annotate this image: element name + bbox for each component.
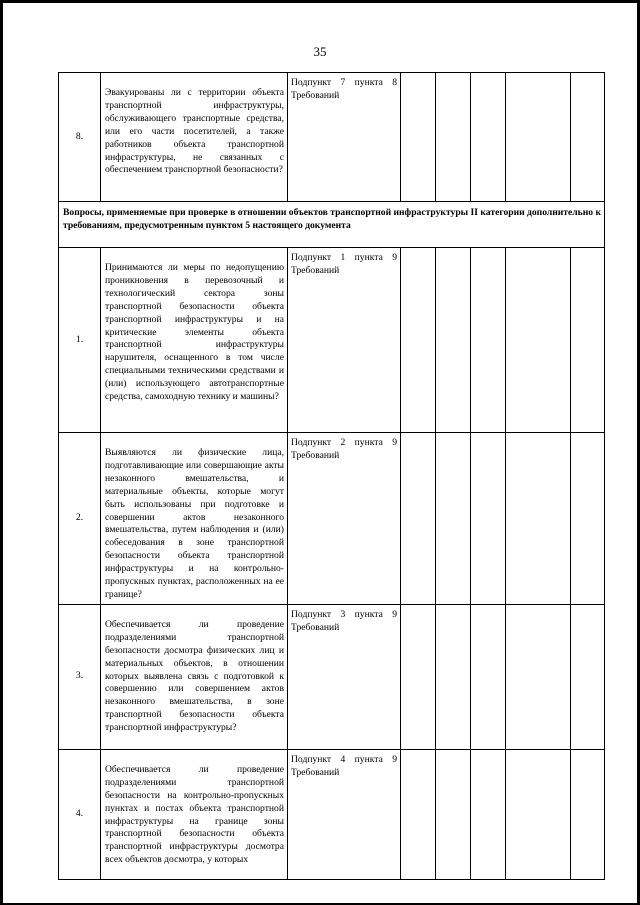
requirement-reference (288, 433, 401, 605)
reference-source: Требований (291, 89, 340, 101)
table-row (59, 604, 605, 749)
answer-cell-note (506, 73, 571, 202)
answer-cell-no (436, 73, 471, 202)
table-row (59, 73, 605, 202)
scan-border-left (0, 0, 3, 905)
section-header: Вопросы, применяемые при проверке в отношении объектов транспортной инфраструктуры II категории дополнительно к требованиям, предусмотренным пунктом 5 настоящего документа (59, 202, 605, 248)
answer-cell-na (471, 749, 506, 879)
reference-clause: Подпункт 7 пункта 8 (291, 77, 397, 88)
answer-cell-note (506, 604, 571, 749)
answer-cell-na (471, 248, 506, 433)
row-number: 3. (59, 604, 101, 749)
answer-cell-na (471, 73, 506, 202)
scan-border-top (0, 0, 640, 3)
reference-clause: Подпункт 1 пункта 9 (291, 252, 397, 263)
reference-source: Требований (291, 264, 340, 276)
row-number: 4. (59, 749, 101, 879)
answer-cell-extra (571, 749, 605, 879)
question-text: Принимаются ли меры по недопущению проникновения в перевозочный и технологический сектора зоны транспортной безопасности объекта транспортной инфраструктуры и на критические элементы объекта транспортной инфраструктуры нарушителя, оснащенного в том числе специальными техническими средствами и (или) использующего автотранспортные средства, самоходную технику и машины? (101, 248, 288, 433)
question-text: Эвакуированы ли с территории объекта транспортной инфраструктуры, обслуживающего транспортные средства, или его части посетителей, а также работников объекта транспортной инфраструктуры, не связанных с обеспечением транспортной безопасности? (101, 73, 288, 202)
answer-cell-na (471, 604, 506, 749)
table-row (59, 749, 605, 879)
answer-cell-no (436, 604, 471, 749)
row-number: 1. (59, 248, 101, 433)
reference-clause: Подпункт 4 пункта 9 (291, 753, 397, 765)
reference-clause: Подпункт 3 пункта 9 (291, 608, 397, 620)
answer-cell-yes (401, 604, 436, 749)
page-number: 35 (313, 44, 327, 59)
requirement-reference (288, 749, 401, 879)
requirement-reference (288, 248, 401, 433)
question-text: Выявляются ли физические лица, подготавливающие или совершающие акты незаконного вмешательства, и материальные объекты, которые могут быть использованы при подготовке и совершении актов незаконного вмешательства, путем наблюдения и (или) собеседования в зоне транспортной безопасности объекта транспортной инфраструктуры и на контрольно-пропускных пунктах, расположенных на ее границе? (101, 433, 288, 605)
answer-cell-extra (571, 433, 605, 605)
reference-source: Требований (291, 621, 340, 633)
question-text: Обеспечивается ли проведение подразделениями транспортной безопасности на контрольно-пропускных пунктах и постах объекта транспортной инфраструктуры на границе зоны транспортной безопасности объекта транспортной инфраструктуры досмотра всех объектов досмотра, у которых (101, 749, 288, 879)
requirement-reference (288, 73, 401, 202)
answer-cell-note (506, 433, 571, 605)
answer-cell-yes (401, 433, 436, 605)
answer-cell-yes (401, 749, 436, 879)
answer-cell-no (436, 433, 471, 605)
reference-source: Требований (291, 766, 340, 778)
answer-cell-yes (401, 73, 436, 202)
answer-cell-no (436, 749, 471, 879)
answer-cell-no (436, 248, 471, 433)
answer-cell-extra (571, 73, 605, 202)
answer-cell-yes (401, 248, 436, 433)
answer-cell-note (506, 749, 571, 879)
requirement-reference (288, 604, 401, 749)
section-header-row (59, 202, 605, 248)
question-text: Обеспечивается ли проведение подразделениями транспортной безопасности досмотра физических лиц и материальных объектов, в отношении которых выявлена связь с подготовкой к совершению или совершением актов незаконного вмешательства, в зоне транспортной безопасности объекта транспортной инфраструктуры? (101, 604, 288, 749)
row-number: 2. (59, 433, 101, 605)
answer-cell-extra (571, 248, 605, 433)
answer-cell-extra (571, 604, 605, 749)
reference-source: Требований (291, 449, 340, 461)
answer-cell-na (471, 433, 506, 605)
reference-clause: Подпункт 2 пункта 9 (291, 437, 397, 448)
row-number: 8. (59, 73, 101, 202)
table-row (59, 433, 605, 605)
checklist-table (58, 72, 605, 880)
table-row (59, 248, 605, 433)
answer-cell-note (506, 248, 571, 433)
